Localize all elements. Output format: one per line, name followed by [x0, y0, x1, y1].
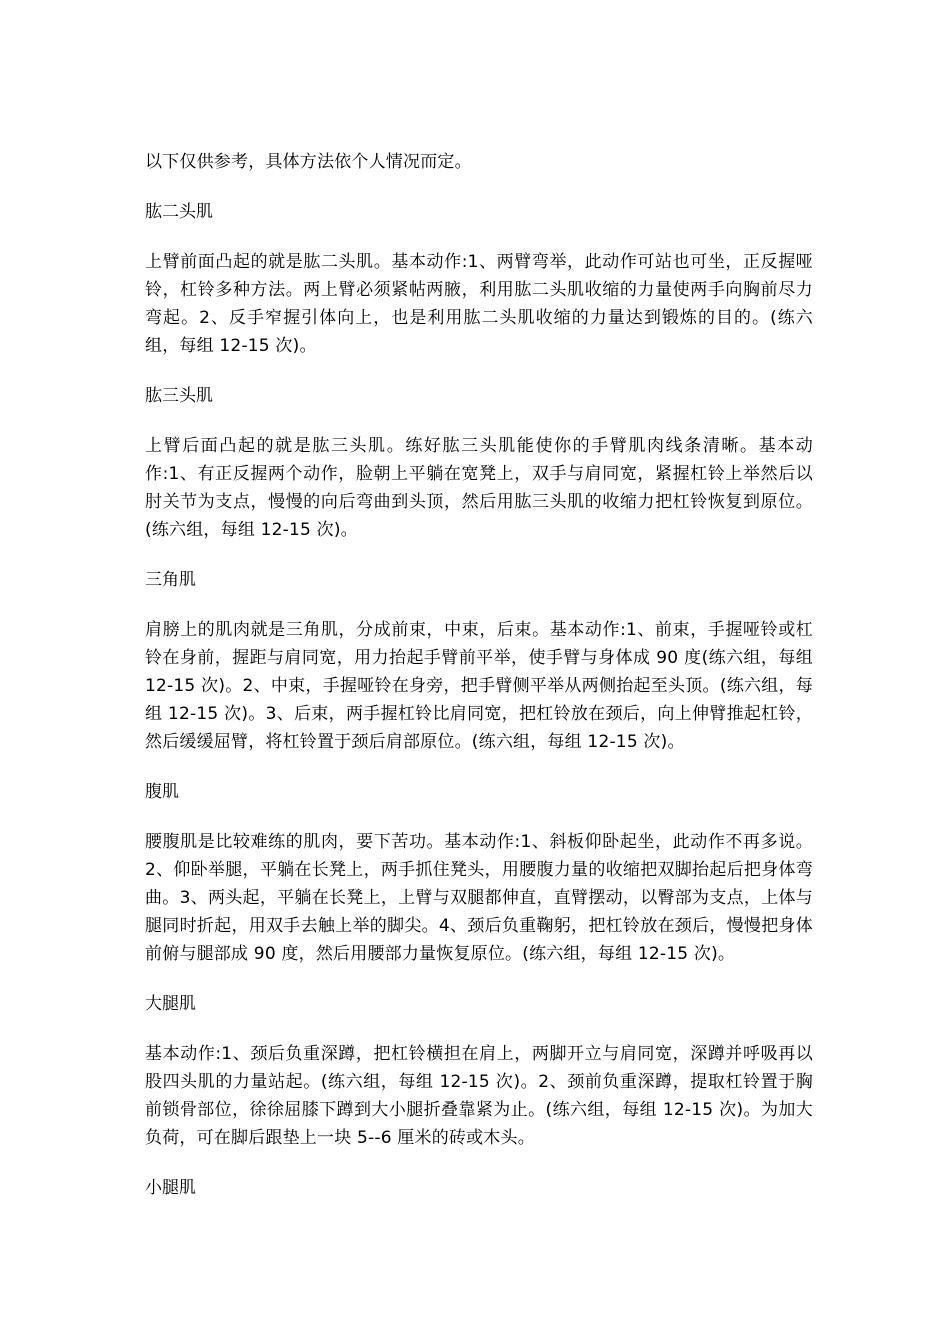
section-heading-abs: 腹肌 — [145, 782, 179, 802]
document-page — [145, 148, 813, 1202]
section-heading-triceps: 肱三头肌 — [145, 386, 213, 406]
section-body-abs: 腰腹肌是比较难练的肌肉，要下苦功。基本动作:1、斜板仰卧起坐，此动作不再多说。2、仰卧举腿，平躺在长凳上，两手抓住凳头，用腰腹力量的收缩把双脚抬起后把身体弯曲。3、两头起，平躺在长凳上，上臂与双腿都伸直，直臂摆动，以臀部为支点，上体与腿同时折起，用双手去触上举的脚尖。4、颈后负重鞠躬，把杠铃放在颈后，慢慢把身体前俯与腿部成 90 度，然后用腰部力量恢复原位。(练六组，每组 12-15 次)。 — [145, 832, 813, 964]
section-body-triceps: 上臂后面凸起的就是肱三头肌。练好肱三头肌能使你的手臂肌肉线条清晰。基本动作:1、有正反握两个动作，脸朝上平躺在宽凳上，双手与肩同宽，紧握杠铃上举然后以肘关节为支点，慢慢的向后弯曲到头顶，然后用肱三头肌的收缩力把杠铃恢复到原位。(练六组，每组 12-15 次)。 — [145, 436, 813, 540]
section-body-deltoid: 肩膀上的肌肉就是三角肌，分成前束，中束，后束。基本动作:1、前束，手握哑铃或杠铃在身前，握距与肩同宽，用力抬起手臂前平举，使手臂与身体成 90 度(练六组，每组 12-15 次)。2、中束，手握哑铃在身旁，把手臂侧平举从两侧抬起至头顶。(练六组，每组 12-15 次)。3、后束，两手握杠铃比肩同宽，把杠铃放在颈后，向上伸臂推起杠铃，然后缓缓屈臂，将杠铃置于颈后肩部原位。(练六组，每组 12-15 次)。 — [145, 620, 813, 752]
section-body-biceps: 上臂前面凸起的就是肱二头肌。基本动作:1、两臂弯举，此动作可站也可坐，正反握哑铃，杠铃多种方法。两上臂必须紧帖两腋，利用肱二头肌收缩的力量使两手向胸前尽力弯起。2、反手窄握引体向上，也是利用肱二头肌收缩的力量达到锻炼的目的。(练六组，每组 12-15 次)。 — [145, 252, 813, 356]
section-heading-thigh: 大腿肌 — [145, 994, 196, 1014]
section-heading-calf: 小腿肌 — [145, 1178, 196, 1198]
intro-text: 以下仅供参考，具体方法依个人情况而定。 — [145, 152, 472, 172]
section-body-thigh: 基本动作:1、颈后负重深蹲，把杠铃横担在肩上，两脚开立与肩同宽，深蹲并呼吸再以股四头肌的力量站起。(练六组，每组 12-15 次)。2、颈前负重深蹲，提取杠铃置于胸前锁骨部位，徐徐屈膝下蹲到大小腿折叠靠紧为止。(练六组，每组 12-15 次)。为加大负荷，可在脚后跟垫上一块 5--6 厘米的砖或木头。 — [145, 1044, 813, 1148]
section-heading-deltoid: 三角肌 — [145, 570, 196, 590]
section-heading-biceps: 肱二头肌 — [145, 202, 213, 222]
